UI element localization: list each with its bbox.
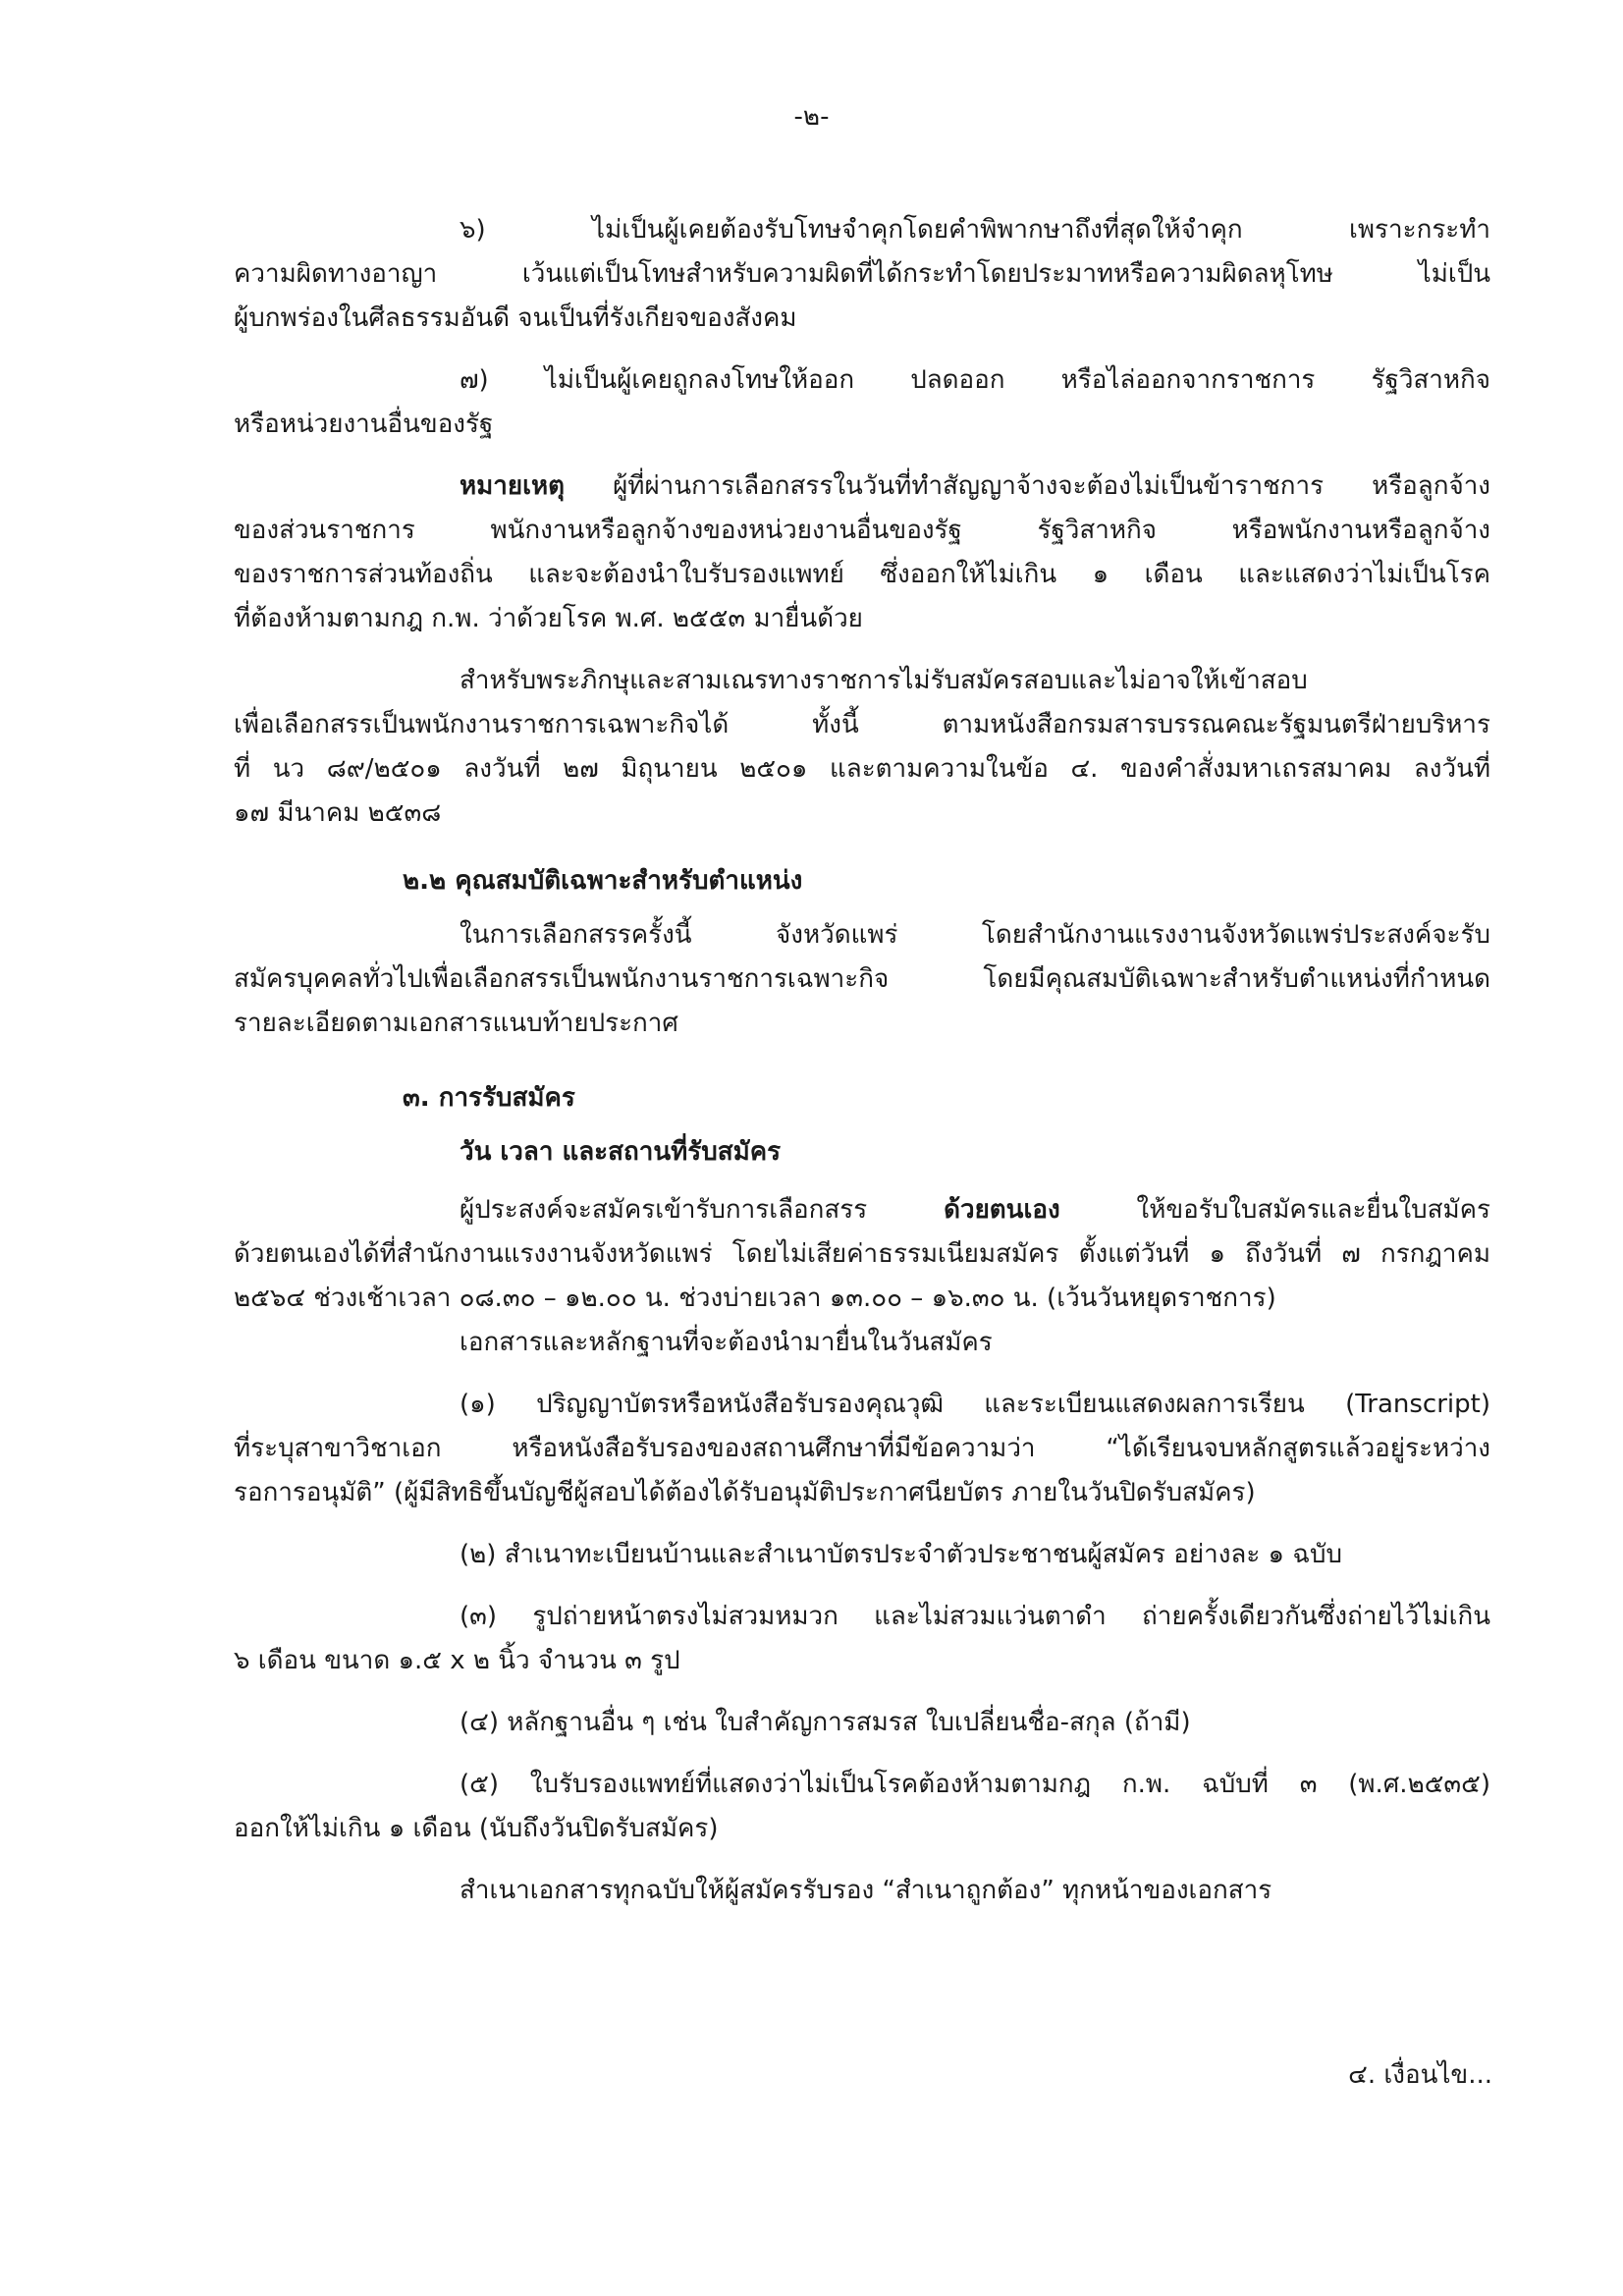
apply-line1-a: ผู้ประสงค์จะสมัครเข้ารับการเลือกสรร (460, 1195, 945, 1225)
apply-line3: ๒๕๖๔ ช่วงเช้าเวลา ๐๘.๓๐ – ๑๒.๐๐ น. ช่วงบ่ายเวลา ๑๓.๐๐ – ๑๖.๓๐ น. (เว้นวันหยุดราชการ) (234, 1284, 1276, 1313)
section-2-2-line1: ในการเลือกสรรครั้งนี้ จังหวัดแพร่ โดยสำนักงานแรงงานจังหวัดแพร่ประสงค์จะรับ (460, 920, 1490, 950)
note-line1-text: ผู้ที่ผ่านการเลือกสรรในวันที่ทำสัญญาจ้างจะต้องไม่เป็นข้าราชการ หรือลูกจ้าง (565, 471, 1490, 501)
page-number: -๒- (793, 102, 830, 132)
doc3-line2: ๖ เดือน ขนาด ๑.๕ x ๒ นิ้ว จำนวน ๓ รูป (234, 1646, 680, 1675)
item7-line1: ๗) ไม่เป็นผู้เคยถูกลงโทษให้ออก ปลดออก หรือไล่ออกจากราชการ รัฐวิสาหกิจ (460, 365, 1490, 395)
note-label: หมายเหตุ (460, 471, 566, 501)
item7-line2: หรือหน่วยงานอื่นของรัฐ (234, 410, 494, 439)
doc1-line3: รอการอนุมัติ” (ผู้มีสิทธิขึ้นบัญชีผู้สอบได้ต้องได้รับอนุมัติประกาศนียบัตร ภายในวันปิดรับสมัคร) (234, 1478, 1256, 1507)
item6-line2: ความผิดทางอาญา เว้นแต่เป็นโทษสำหรับความผิดที่ได้กระทำโดยประมาทหรือความผิดลหุโทษ ไม่เป็น (234, 259, 1490, 289)
doc5-line1: (๕) ใบรับรองแพทย์ที่แสดงว่าไม่เป็นโรคต้องห้ามตามกฎ ก.พ. ฉบับที่ ๓ (พ.ศ.๒๕๓๕) (460, 1770, 1490, 1799)
doc4: (๔) หลักฐานอื่น ๆ เช่น ใบสำคัญการสมรส ใบเปลี่ยนชื่อ-สกุล (ถ้ามี) (460, 1708, 1191, 1737)
monks-line2: เพื่อเลือกสรรเป็นพนักงานราชการเฉพาะกิจได้ ทั้งนี้ ตามหนังสือกรมสารบรรณคณะรัฐมนตรีฝ่ายบริหาร (234, 710, 1490, 739)
section-3-heading: ๓. การรับสมัคร (403, 1083, 575, 1113)
monks-line3: ที่ นว ๘๙/๒๕๐๑ ลงวันที่ ๒๗ มิถุนายน ๒๕๐๑ และตามความในข้อ ๔. ของคำสั่งมหาเถรสมาคม ลงวันที่ (234, 754, 1490, 784)
apply-in-person: ด้วยตนเอง (944, 1195, 1060, 1225)
item6-line3: ผู้บกพร่องในศีลธรรมอันดี จนเป็นที่รังเกียจของสังคม (234, 303, 797, 333)
note-line3: ของราชการส่วนท้องถิ่น และจะต้องนำใบรับรองแพทย์ ซึ่งออกให้ไม่เกิน ๑ เดือน และแสดงว่าไม่เป็นโรค (234, 560, 1490, 589)
section-2-2-heading: ๒.๒ คุณสมบัติเฉพาะสำหรับตำแหน่ง (403, 866, 803, 896)
item6-line1: ๖) ไม่เป็นผู้เคยต้องรับโทษจำคุกโดยคำพิพากษาถึงที่สุดให้จำคุก เพราะกระทำ (460, 215, 1490, 245)
monks-line4: ๑๗ มีนาคม ๒๕๓๘ (234, 798, 442, 828)
continuation-footer: ๔. เงื่อนไข... (1348, 2060, 1492, 2090)
section-2-2-line3: รายละเอียดตามเอกสารแนบท้ายประกาศ (234, 1009, 678, 1038)
doc2: (๒) สำเนาทะเบียนบ้านและสำเนาบัตรประจำตัวประชาชนผู้สมัคร อย่างละ ๑ ฉบับ (460, 1540, 1343, 1569)
certify-note: สำเนาเอกสารทุกฉบับให้ผู้สมัครรับรอง “สำเนาถูกต้อง” ทุกหน้าของเอกสาร (460, 1876, 1272, 1905)
doc1-line2: ที่ระบุสาขาวิชาเอก หรือหนังสือรับรองของสถานศึกษาที่มีข้อความว่า “ได้เรียนจบหลักสูตรแล้วอยู่ระหว่าง (234, 1434, 1490, 1463)
section-3-subheading: วัน เวลา และสถานที่รับสมัคร (460, 1137, 782, 1167)
note-line1 (460, 465, 1490, 508)
note-line2: ของส่วนราชการ พนักงานหรือลูกจ้างของหน่วยงานอื่นของรัฐ รัฐวิสาหกิจ หรือพนักงานหรือลูกจ้าง (234, 516, 1490, 545)
doc1-line1: (๑) ปริญญาบัตรหรือหนังสือรับรองคุณวุฒิ และระเบียนแสดงผลการเรียน (Transcript) (460, 1390, 1490, 1419)
monks-line1: สำหรับพระภิกษุและสามเณรทางราชการไม่รับสมัครสอบและไม่อาจให้เข้าสอบ (460, 666, 1308, 695)
section-2-2-line2: สมัครบุคคลทั่วไปเพื่อเลือกสรรเป็นพนักงานราชการเฉพาะกิจ โดยมีคุณสมบัติเฉพาะสำหรับตำแหน่งที่กำหนด (234, 964, 1490, 994)
note-line4: ที่ต้องห้ามตามกฎ ก.พ. ว่าด้วยโรค พ.ศ. ๒๕๕๓ มายื่นด้วย (234, 604, 863, 633)
apply-line1 (460, 1188, 1490, 1231)
doc5-line2: ออกให้ไม่เกิน ๑ เดือน (นับถึงวันปิดรับสมัคร) (234, 1814, 719, 1843)
docs-heading: เอกสารและหลักฐานที่จะต้องนำมายื่นในวันสมัคร (460, 1328, 993, 1357)
apply-line2: ด้วยตนเองได้ที่สำนักงานแรงงานจังหวัดแพร่ โดยไม่เสียค่าธรรมเนียมสมัคร ตั้งแต่วันที่ ๑ ถึงวันที่ ๗ กรกฎาคม (234, 1239, 1490, 1269)
apply-line1-b: ให้ขอรับใบสมัครและยื่นใบสมัคร (1059, 1195, 1490, 1225)
doc3-line1: (๓) รูปถ่ายหน้าตรงไม่สวมหมวก และไม่สวมแว่นตาดำ ถ่ายครั้งเดียวกันซึ่งถ่ายไว้ไม่เกิน (460, 1602, 1490, 1631)
